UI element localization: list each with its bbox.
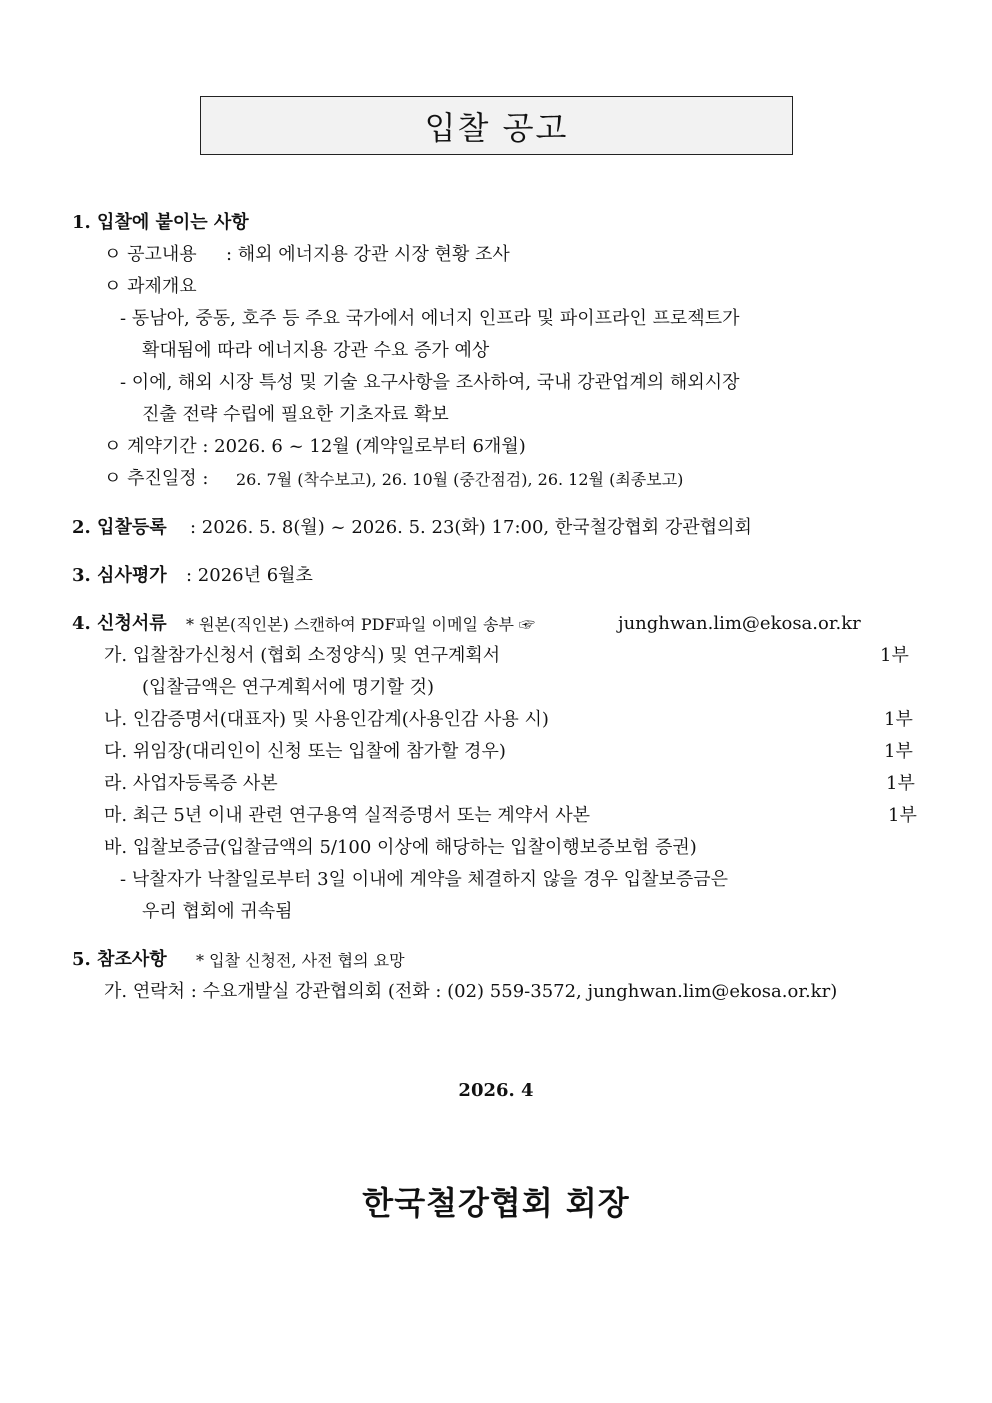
doc-item-da-copies: 1부 [884, 741, 913, 762]
documents-email[interactable]: junghwan.lim@ekosa.or.kr [618, 613, 861, 634]
doc-item-ga-copies: 1부 [880, 645, 909, 666]
doc-item-ra-copies: 1부 [886, 773, 915, 794]
overview-line-1b: 확대됨에 따라 에너지용 강관 수요 증가 예상 [142, 340, 490, 361]
doc-item-ba-line-1: - 낙찰자가 낙찰일로부터 3일 이내에 계약을 체결하지 않을 경우 입찰보증금은 [120, 869, 729, 890]
overview-line-2a: - 이에, 해외 시장 특성 및 기술 요구사항을 조사하여, 국내 강관업계의 해외시장 [120, 372, 740, 393]
schedule-label: ㅇ 추진일정 : [104, 468, 209, 489]
doc-item-ga: 가. 입찰참가신청서 (협회 소정양식) 및 연구계획서 [104, 645, 501, 666]
section-1-heading: 1. 입찰에 붙이는 사항 [72, 212, 249, 233]
evaluation-value: : 2026년 6월초 [186, 565, 313, 586]
reference-note: * 입찰 신청전, 사전 협의 요망 [196, 951, 405, 970]
doc-item-ba: 바. 입찰보증금(입찰금액의 5/100 이상에 해당하는 입찰이행보증보험 증권) [104, 837, 697, 858]
doc-item-ma-copies: 1부 [888, 805, 917, 826]
announcement-date: 2026. 4 [458, 1080, 534, 1101]
registration-value: : 2026. 5. 8(월) ~ 2026. 5. 23(화) 17:00, 한국철강협회 강관협의회 [190, 517, 752, 538]
section-4-heading: 4. 신청서류 [72, 613, 167, 634]
doc-item-ba-line-2: 우리 협회에 귀속됨 [142, 901, 293, 922]
doc-item-da: 다. 위임장(대리인이 신청 또는 입찰에 참가할 경우) [104, 741, 506, 762]
doc-item-na: 나. 인감증명서(대표자) 및 사용인감계(사용인감 사용 시) [104, 709, 549, 730]
doc-item-ra: 라. 사업자등록증 사본 [104, 773, 278, 794]
doc-item-na-copies: 1부 [884, 709, 913, 730]
notice-label: ㅇ 공고내용 [104, 244, 197, 265]
contact-line: 가. 연락처 : 수요개발실 강관협의회 (전화 : (02) 559-3572, junghwan.lim@ekosa.or.kr) [104, 981, 838, 1002]
section-5-heading: 5. 참조사항 [72, 949, 167, 970]
section-2-heading: 2. 입찰등록 [72, 517, 167, 538]
doc-item-ga-sub: (입찰금액은 연구계획서에 명기할 것) [142, 677, 435, 698]
contract-period: ㅇ 계약기간 : 2026. 6 ~ 12월 (계약일로부터 6개월) [104, 436, 526, 457]
overview-line-2b: 진출 전략 수립에 필요한 기초자료 확보 [142, 404, 449, 425]
section-3-heading: 3. 심사평가 [72, 565, 167, 586]
doc-item-ma: 마. 최근 5년 이내 관련 연구용역 실적증명서 또는 계약서 사본 [104, 805, 590, 826]
documents-note: * 원본(직인본) 스캔하여 PDF파일 이메일 송부 ☞ [186, 615, 535, 634]
signature: 한국철강협회 회장 [362, 1184, 630, 1222]
overview-line-1a: - 동남아, 중동, 호주 등 주요 국가에서 에너지 인프라 및 파이프라인 프로젝트가 [120, 308, 740, 329]
page-title: 입찰 공고 [200, 96, 793, 155]
schedule-value: 26. 7월 (착수보고), 26. 10월 (중간점검), 26. 12월 (최종보고) [236, 470, 684, 489]
overview-label: ㅇ 과제개요 [104, 276, 197, 297]
notice-value: : 해외 에너지용 강관 시장 현황 조사 [226, 244, 510, 265]
